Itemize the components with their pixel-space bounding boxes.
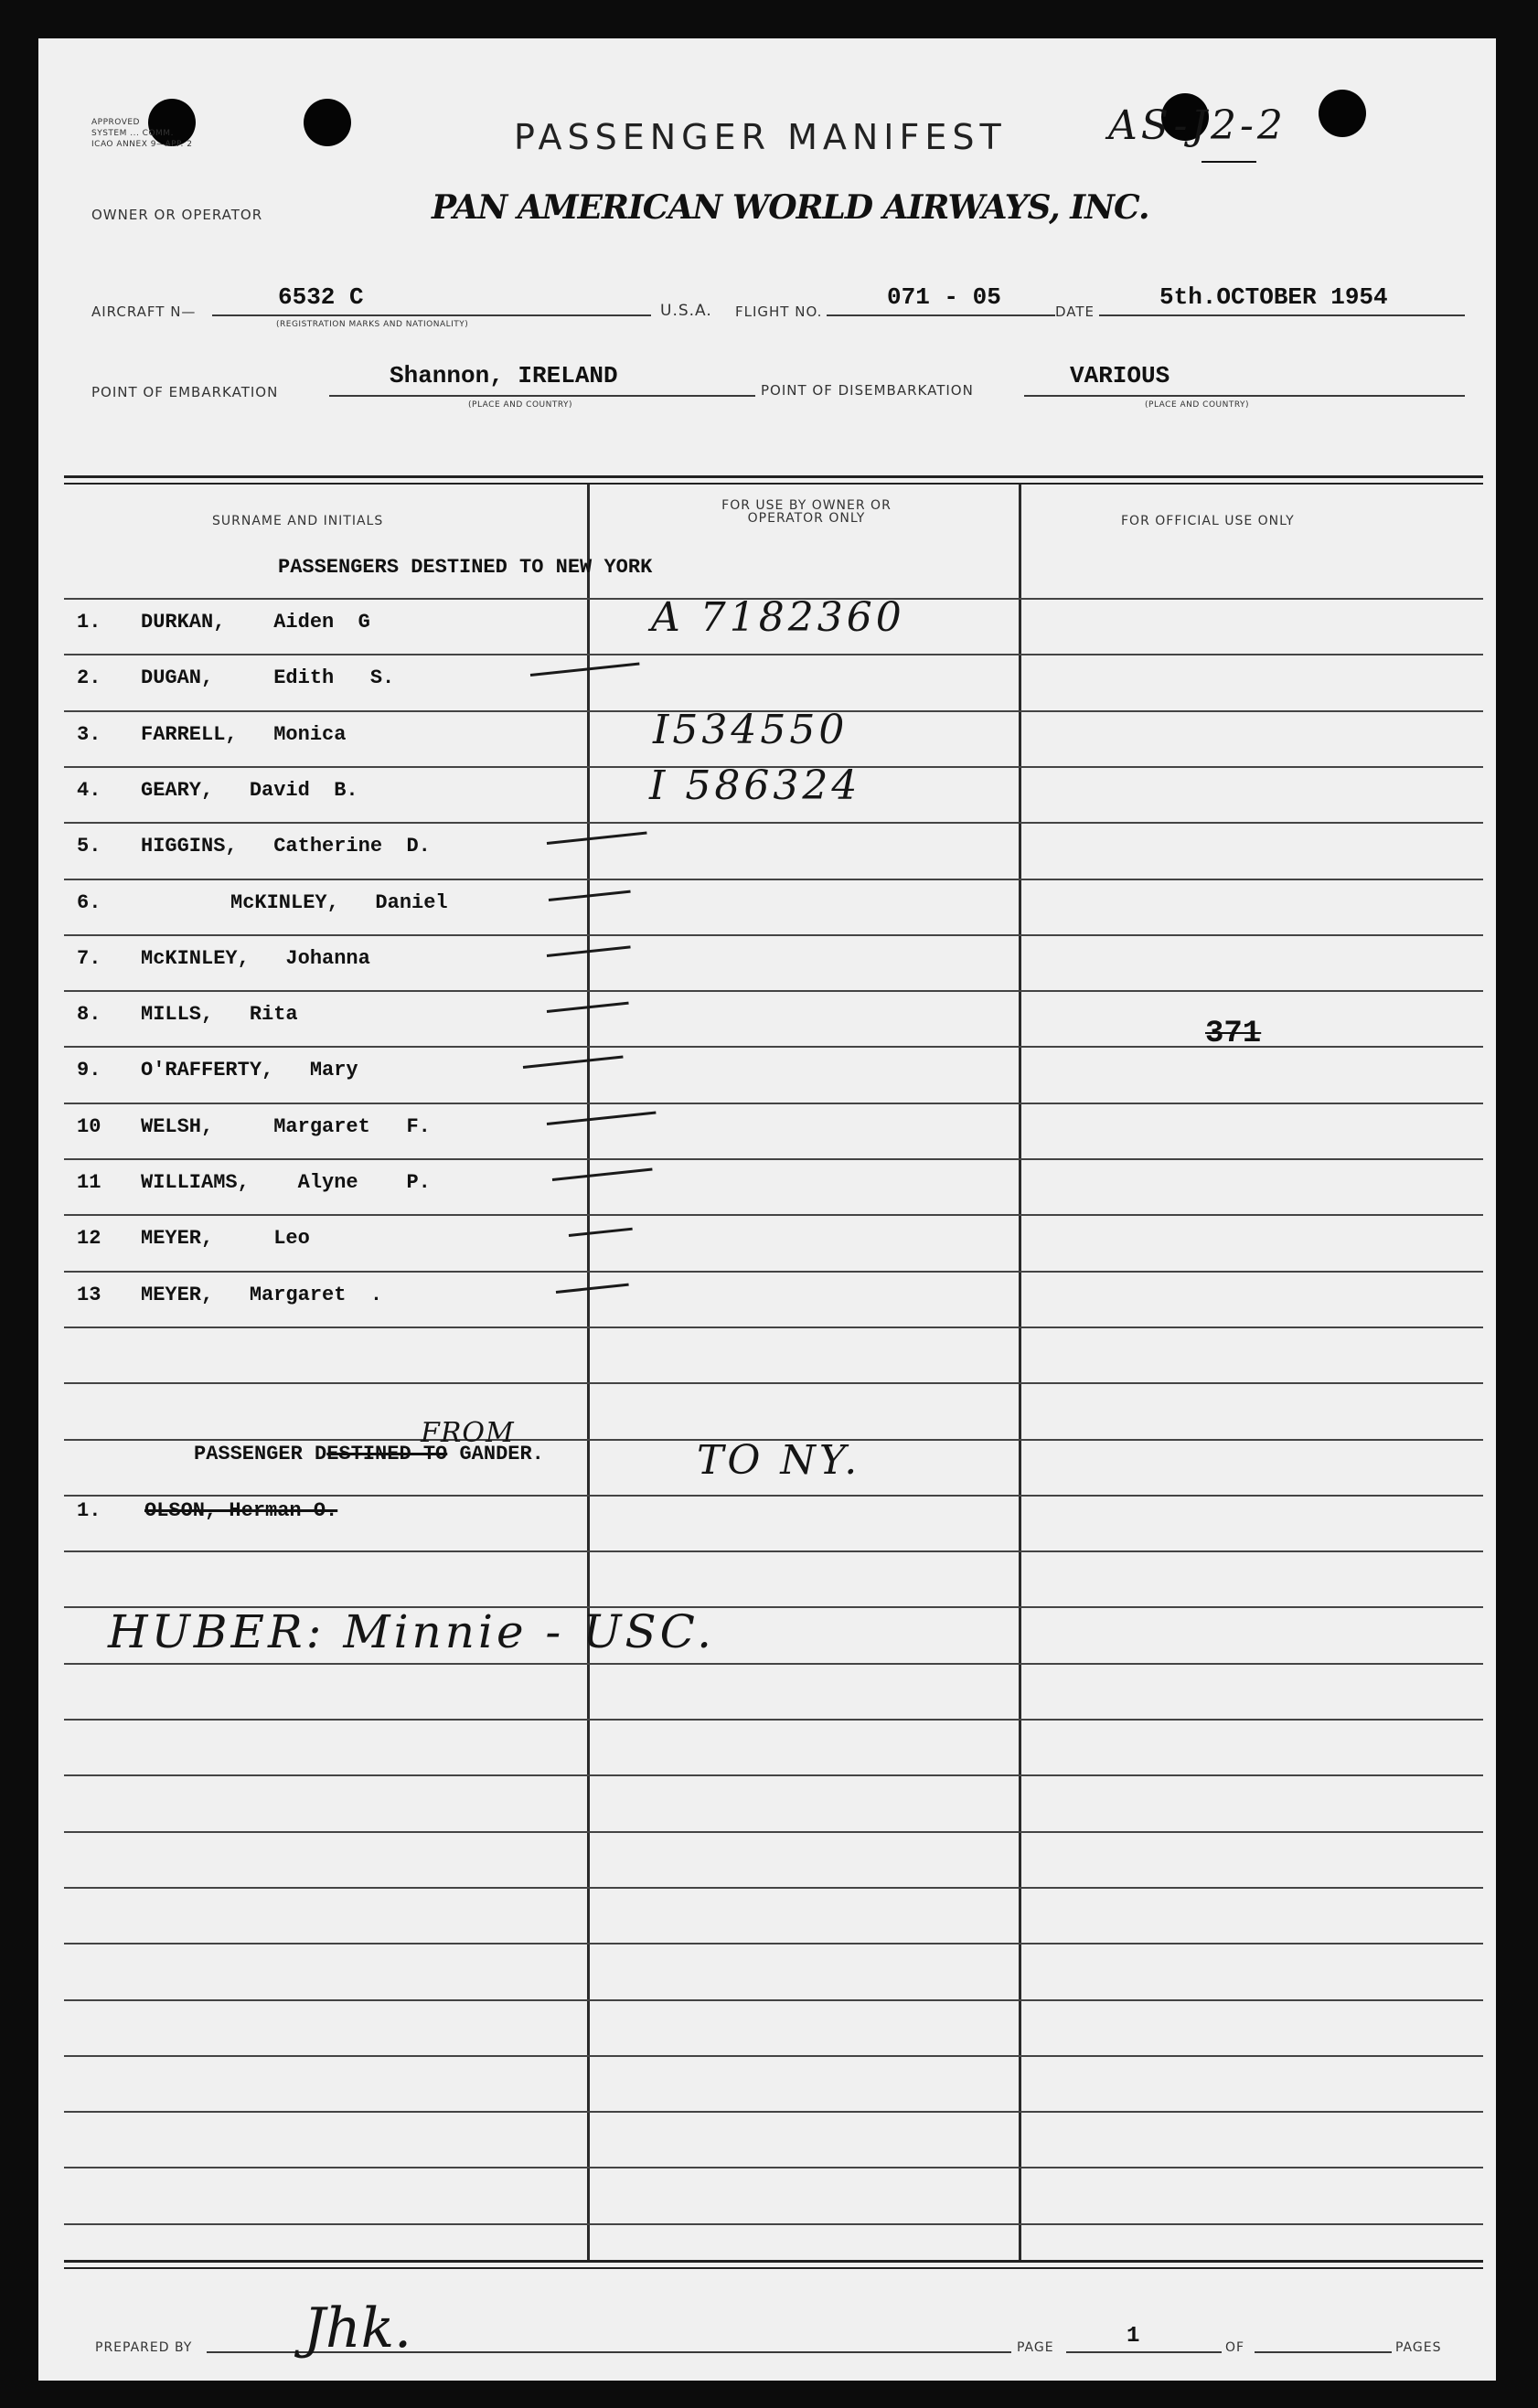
ruled-line xyxy=(64,1831,1483,1833)
aircraft-label: AIRCRAFT N— xyxy=(91,304,197,320)
ditto-mark xyxy=(530,662,640,677)
ruled-line xyxy=(64,1327,1483,1328)
page-label: PAGE xyxy=(1017,2340,1054,2355)
approval-note: APPROVED SYSTEM ... COMM. ICAO ANNEX 9—APP. 2 xyxy=(91,118,193,149)
table-top-rule xyxy=(64,475,1483,478)
date-value: 5th.OCTOBER 1954 xyxy=(1159,283,1388,311)
of-label: OF xyxy=(1225,2340,1245,2355)
ruled-line xyxy=(64,1943,1483,1945)
passenger-number: 7. xyxy=(77,947,101,970)
ruled-line xyxy=(64,1271,1483,1273)
passenger-name: MEYER, Leo xyxy=(141,1227,310,1250)
flight-line xyxy=(827,314,1055,316)
owner-use-note: I 586324 xyxy=(649,762,861,809)
section-heading-ny: PASSENGERS DESTINED TO NEW YORK xyxy=(278,556,653,579)
column-divider-2 xyxy=(1019,485,1021,2260)
passenger-number: 2. xyxy=(77,666,101,689)
owner-use-note: I534550 xyxy=(653,707,849,753)
column-header-surname: SURNAME AND INITIALS xyxy=(212,514,384,528)
ruled-line xyxy=(64,1495,1483,1497)
ruled-line xyxy=(64,1550,1483,1552)
manifest-sheet xyxy=(38,38,1496,2381)
ditto-mark xyxy=(547,1111,657,1125)
ruled-line xyxy=(64,934,1483,936)
embarkation-value: Shannon, IRELAND xyxy=(390,362,618,389)
passenger-name: DUGAN, Edith S. xyxy=(141,666,395,689)
gander-correction: FROM xyxy=(421,1417,515,1449)
disembarkation-label: POINT OF DISEMBARKATION xyxy=(761,382,974,399)
passenger-name: WELSH, Margaret F. xyxy=(141,1115,431,1138)
embarkation-label: POINT OF EMBARKATION xyxy=(91,384,279,400)
ruled-line xyxy=(64,2223,1483,2225)
passenger-number: 8. xyxy=(77,1003,101,1026)
passenger-name: FARRELL, Monica xyxy=(141,723,347,746)
date-label: DATE xyxy=(1055,304,1095,320)
table-top-rule-2 xyxy=(64,483,1483,485)
passenger-number: 13 xyxy=(77,1284,101,1306)
column-header-owner: FOR USE BY OWNER OR OPERATOR ONLY xyxy=(721,498,892,526)
gander-heading: PASSENGER DESTINED TO GANDER. xyxy=(194,1443,544,1465)
passenger-number: 4. xyxy=(77,779,101,802)
gander-handwritten: TO NY. xyxy=(697,1437,861,1484)
passenger-number: 5. xyxy=(77,835,101,858)
ditto-mark xyxy=(556,1284,629,1294)
prepared-by-label: PREPARED BY xyxy=(95,2340,193,2355)
passenger-name: McKINLEY, Johanna xyxy=(141,947,370,970)
file-number-underline xyxy=(1202,161,1256,163)
passenger-name: MEYER, Margaret . xyxy=(141,1284,383,1306)
aircraft-sublabel: (REGISTRATION MARKS AND NATIONALITY) xyxy=(276,320,469,329)
ruled-line xyxy=(64,990,1483,992)
embarkation-sublabel: (PLACE AND COUNTRY) xyxy=(468,400,573,410)
date-line xyxy=(1099,314,1465,316)
ruled-line xyxy=(64,1663,1483,1665)
page-value: 1 xyxy=(1127,2324,1140,2349)
passenger-number: 11 xyxy=(77,1171,101,1194)
footer-rule xyxy=(64,2260,1483,2263)
page-line xyxy=(1066,2351,1222,2353)
aircraft-line xyxy=(212,314,651,316)
flight-label: FLIGHT NO. xyxy=(735,304,823,320)
passenger-name: McKINLEY, Daniel xyxy=(230,891,448,914)
punch-hole xyxy=(1319,90,1366,137)
passenger-number: 3. xyxy=(77,723,101,746)
ruled-line xyxy=(64,1103,1483,1104)
flight-value: 071 - 05 xyxy=(887,283,1001,311)
ruled-line xyxy=(64,1046,1483,1048)
column-header-official: FOR OFFICIAL USE ONLY xyxy=(1121,514,1295,528)
ruled-line xyxy=(64,2055,1483,2057)
ruled-line xyxy=(64,1999,1483,2001)
ruled-line xyxy=(64,1214,1483,1216)
pages-label: PAGES xyxy=(1395,2340,1442,2355)
ruled-line xyxy=(64,1719,1483,1721)
preparer-signature: Jhk. xyxy=(304,2296,412,2360)
gander-passenger-number: 1. xyxy=(77,1499,101,1522)
ditto-mark xyxy=(552,1168,653,1181)
ditto-mark xyxy=(547,832,647,845)
ruled-line xyxy=(64,2167,1483,2168)
ruled-line xyxy=(64,1887,1483,1889)
passenger-number: 9. xyxy=(77,1059,101,1081)
passenger-number: 1. xyxy=(77,611,101,634)
passenger-name: WILLIAMS, Alyne P. xyxy=(141,1171,431,1194)
ruled-line xyxy=(64,1158,1483,1160)
embarkation-line xyxy=(329,395,755,397)
passenger-name: O'RAFFERTY, Mary xyxy=(141,1059,358,1081)
ditto-mark xyxy=(569,1228,633,1237)
gander-passenger-name: OLSON, Herman O. xyxy=(144,1499,338,1522)
owner-use-note: A 7182360 xyxy=(651,594,905,641)
ditto-mark xyxy=(523,1056,624,1069)
footer-rule-2 xyxy=(64,2267,1483,2269)
passenger-number: 10 xyxy=(77,1115,101,1138)
passenger-name: MILLS, Rita xyxy=(141,1003,298,1026)
disembarkation-value: VARIOUS xyxy=(1070,362,1170,389)
passenger-number: 12 xyxy=(77,1227,101,1250)
official-stamp: 371 xyxy=(1205,1017,1262,1051)
passenger-name: HIGGINS, Catherine D. xyxy=(141,835,431,858)
document-title: PASSENGER MANIFEST xyxy=(514,117,1007,157)
ruled-line xyxy=(64,654,1483,655)
handwritten-entry: HUBER: Minnie - USC. xyxy=(108,1605,715,1658)
aircraft-value: 6532 C xyxy=(278,283,364,311)
passenger-name: GEARY, David B. xyxy=(141,779,358,802)
passenger-number: 6. xyxy=(77,891,101,914)
passenger-name: DURKAN, Aiden G xyxy=(141,611,370,634)
punch-hole xyxy=(304,99,351,146)
of-line xyxy=(1255,2351,1392,2353)
ruled-line xyxy=(64,1774,1483,1776)
owner-label: OWNER OR OPERATOR xyxy=(91,207,263,223)
ruled-line xyxy=(64,822,1483,824)
column-divider-1 xyxy=(587,485,590,2260)
owner-value: PAN AMERICAN WORLD AIRWAYS, INC. xyxy=(432,188,1149,227)
ruled-line xyxy=(64,2111,1483,2113)
disembarkation-line xyxy=(1024,395,1465,397)
ruled-line xyxy=(64,879,1483,880)
disembarkation-sublabel: (PLACE AND COUNTRY) xyxy=(1145,400,1250,410)
file-number: AS-J2-2 xyxy=(1108,102,1287,149)
usa-label: U.S.A. xyxy=(660,302,712,320)
ruled-line xyxy=(64,1382,1483,1384)
